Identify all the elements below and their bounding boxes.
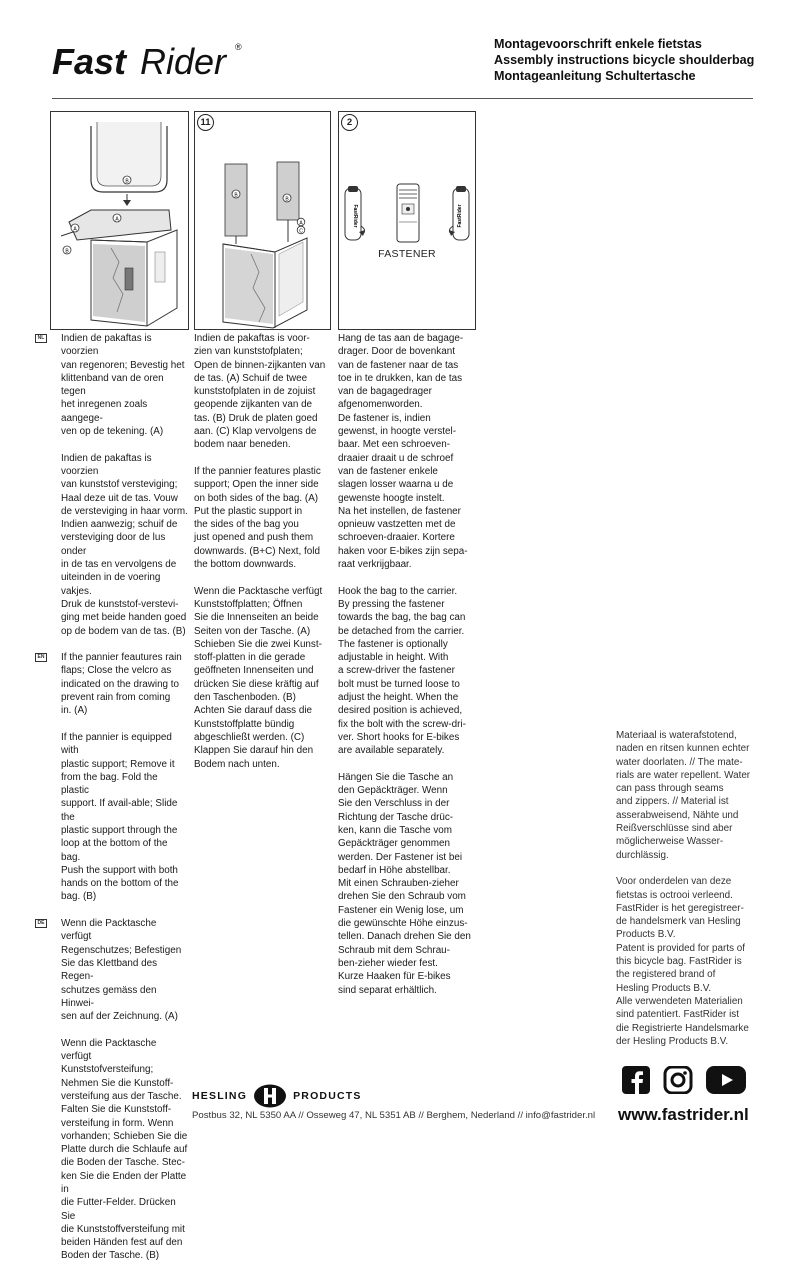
notes-water: Materiaal is waterafstotend, naden en ritsen kunnen echter water doorlaten. // The mate- rials are water repellent. Water can pass through seams and zippers. // Material ist asserabweisend, Nähte und Reißverschlüsse sind aber möglicherweise Wasser- durchlässig. xyxy=(616,730,751,861)
facebook-icon[interactable] xyxy=(621,1066,651,1094)
plastic-support-illustration xyxy=(195,112,330,329)
language-tag-nl: NL xyxy=(35,334,47,343)
hesling-wordmark: HESLING xyxy=(192,1090,248,1102)
figure-panel-fastener xyxy=(338,111,476,330)
registered-mark: ® xyxy=(235,42,242,52)
document-titles xyxy=(494,36,754,84)
youtube-icon[interactable] xyxy=(706,1066,746,1094)
step-badge-11: 11 xyxy=(197,114,214,131)
callout-b-bottom: B xyxy=(65,248,69,255)
text-column-2 xyxy=(194,332,334,784)
col2-de: Wenn die Packtasche verfügt Kunststoffplatten; Öffnen Sie die Innenseiten an beide Seiten von der Tasche. (A) Schieben Sie die zwei Kunst- stoff-platten in die gerade geöffneten Innenseiten und drücken Sie diese kräftig auf den Taschenboden. (B) Achten Sie darauf dass die Kunststoffplatte bündig abgeschließt werden. (C) Klappen Sie darauf hin den Bodem nach unten. xyxy=(194,585,323,770)
rainflap-illustration xyxy=(51,112,188,329)
callout-a: A xyxy=(299,220,303,227)
en-paragraph-1: If the pannier feautures rain flaps; Close the velcro as indicated on the drawing to prevent rain from coming in. (A) xyxy=(61,652,182,717)
callout-b-right: B xyxy=(285,196,289,203)
callout-b-top: B xyxy=(125,178,129,185)
callout-a-1: A xyxy=(115,216,119,223)
fastener-right xyxy=(449,186,469,240)
notes-patent: Voor onderdelen van deze fietstas is octrooi verleend. FastRider is het geregistreer- de handelsmerk van Hesling Products B.V. Patent is provided for parts of this bicycle bag. FastRider is the registered brand of Hesling Products B.V. Alle verwendeten Materialien sind patentiert. FastRider ist die Registrierte Handelsmarke der Hesling Products B.V. xyxy=(616,876,749,1047)
language-tag-en: EN xyxy=(35,653,47,662)
instagram-icon[interactable] xyxy=(663,1066,693,1094)
fastrider-logo xyxy=(52,38,252,84)
callout-a-2: A xyxy=(73,226,77,233)
hesling-h-icon xyxy=(253,1084,287,1108)
callout-c: C xyxy=(299,228,303,235)
title-en: Assembly instructions bicycle shoulderbag xyxy=(494,53,755,67)
callout-b-left: B xyxy=(234,192,238,199)
text-column-notes xyxy=(616,729,756,1061)
logo-text-light: Rider xyxy=(140,41,227,82)
section-en xyxy=(37,651,188,904)
col3-de: Hängen Sie die Tasche an den Gepäckträger. Wenn Sie den Verschluss in der Richtung der Tasche drüc- ken, kann die Tasche vom Gepäckträger genommen werden. Der Fastener ist bei bedarf in Höhe abstellbar. Mit einen Schrauben-zieher drehen Sie den Schraub vom Fastener ein Wenig lose, um die gewünschte Höhe einzus- tellen. Danach drehen Sie den Schraub mit dem Schrau- ben-zieher wieder fest. Kurze Haaken für E-bikes sind separat erhältlich. xyxy=(338,771,471,996)
svg-text:FastRider: FastRider xyxy=(457,204,463,228)
col2-en: If the pannier features plastic support; Open the inner side on both sides of the bag. (A) Put the plastic support in the sides of the bag you just opened and push them downwards. (B+C) Next, fold the bottom downwards. xyxy=(194,465,321,571)
svg-text:FastRider: FastRider xyxy=(352,204,358,228)
figure-panel-plastic-support xyxy=(194,111,331,330)
language-tag-de: DE xyxy=(35,919,47,928)
hesling-products-logo xyxy=(192,1083,362,1109)
de-paragraph-1: Wenn die Packtasche verfügt Regenschutzes; Befestigen Sie das Klettband des Regen- schutzes gemäss den Hinwei- sen auf der Zeichnung. (A) xyxy=(61,918,182,1023)
de-paragraph-2: Wenn die Packtasche verfügt Kunststofversteifung; Nehmen Sie die Kunstoff- versteifung aus der Tasche. Falten Sie die Kunststoff- versteifung in form. Wenn vorhanden; Schieben Sie die Platte durch die Schlaufe auf die Boden der Tasche. Stec- ken Sie die Enden der Platte in die Futter-Felder. Drücken Sie die Kunststoffversteifung mit beiden Händen fest auf den Boden der Tasche. (B) xyxy=(61,1037,188,1262)
fastener-left xyxy=(345,186,365,240)
section-de xyxy=(37,917,188,1263)
fastener-illustration xyxy=(339,112,475,329)
title-de: Montageanleitung Schultertasche xyxy=(494,69,696,83)
col3-nl: Hang de tas aan de bagage- drager. Door de bovenkant van de fastener naar de tas toe in te drukken, kan de tas van de bagagedrager afgenomenworden. De fastener is, indien gewenst, in hoogte verstel- baar. Met een schroeven- draaier draait u de schroef van de fastener enkele slagen losser waarna u de gewenste hoogte instelt. Na het instellen, de fastener opnieuw vastzetten met de schroeven-draaier. Kortere haken voor E-bikes zijn sepa- raat verkrijgbaar. xyxy=(338,333,468,571)
nl-paragraph-2: Indien de pakaftas is voorzien van kunststof versteviging; Haal deze uit de tas. Vouw de versteviging in haar vorm. Indien aanwezig; schuif de versteviging door de lus onder in de tas en vervolgens de uiteinden in de voering vakjes. Druk de kunststof-verstevi- ging met beide handen goed op de bodem van de tas. (B) xyxy=(61,452,188,637)
col2-nl: Indien de pakaftas is voor- zien van kunststofplaten; Open de binnen-zijkanten van de tas. (A) Schuif de twee kunststofplaten in de zojuist geopende zijkanten van de tas. (B) Druk de platen goed aan. (C) Klap vervolgens de bodem naar beneden. xyxy=(194,333,326,451)
text-column-3 xyxy=(338,332,478,1010)
title-nl: Montagevoorschrift enkele fietstas xyxy=(494,37,702,51)
fastener-label: FASTENER xyxy=(378,248,436,260)
logo-text-bold: Fast xyxy=(52,41,127,82)
figure-panel-rainflaps xyxy=(50,111,189,330)
step-badge-2: 2 xyxy=(341,114,358,131)
en-paragraph-2: If the pannier is equipped with plastic support; Remove it from the bag. Fold the plastic support. If avail-able; Slide the plastic support through the loop at the bottom of the bag. Push the support with both hands on the bottom of the bag. (B) xyxy=(61,731,179,903)
nl-paragraph-1: Indien de pakaftas is voorzien van regenoren; Bevestig het klittenband van de oren tegen het inregenen zoals aangege- ven op de tekening. (A) xyxy=(61,333,185,438)
header-divider xyxy=(52,98,753,99)
fastener-middle xyxy=(397,184,419,242)
section-nl xyxy=(37,332,188,638)
products-wordmark: PRODUCTS xyxy=(293,1090,362,1102)
website-link[interactable]: www.fastrider.nl xyxy=(618,1105,749,1124)
company-address: Postbus 32, NL 5350 AA // Osseweg 47, NL 5351 AB // Berghem, Nederland // info@fastrider.nl xyxy=(192,1110,596,1121)
col3-en: Hook the bag to the carrier. By pressing the fastener towards the bag, the bag can be detached from the carrier. The fastener is optionally adjustable in height. With a screw-driver the fastener bolt must be turned loose to adjust the height. When the desired position is achieved, fix the bolt with the screw-dri- ver. Short hooks for E-bikes are available separately. xyxy=(338,585,466,757)
text-column-1 xyxy=(37,332,188,1276)
